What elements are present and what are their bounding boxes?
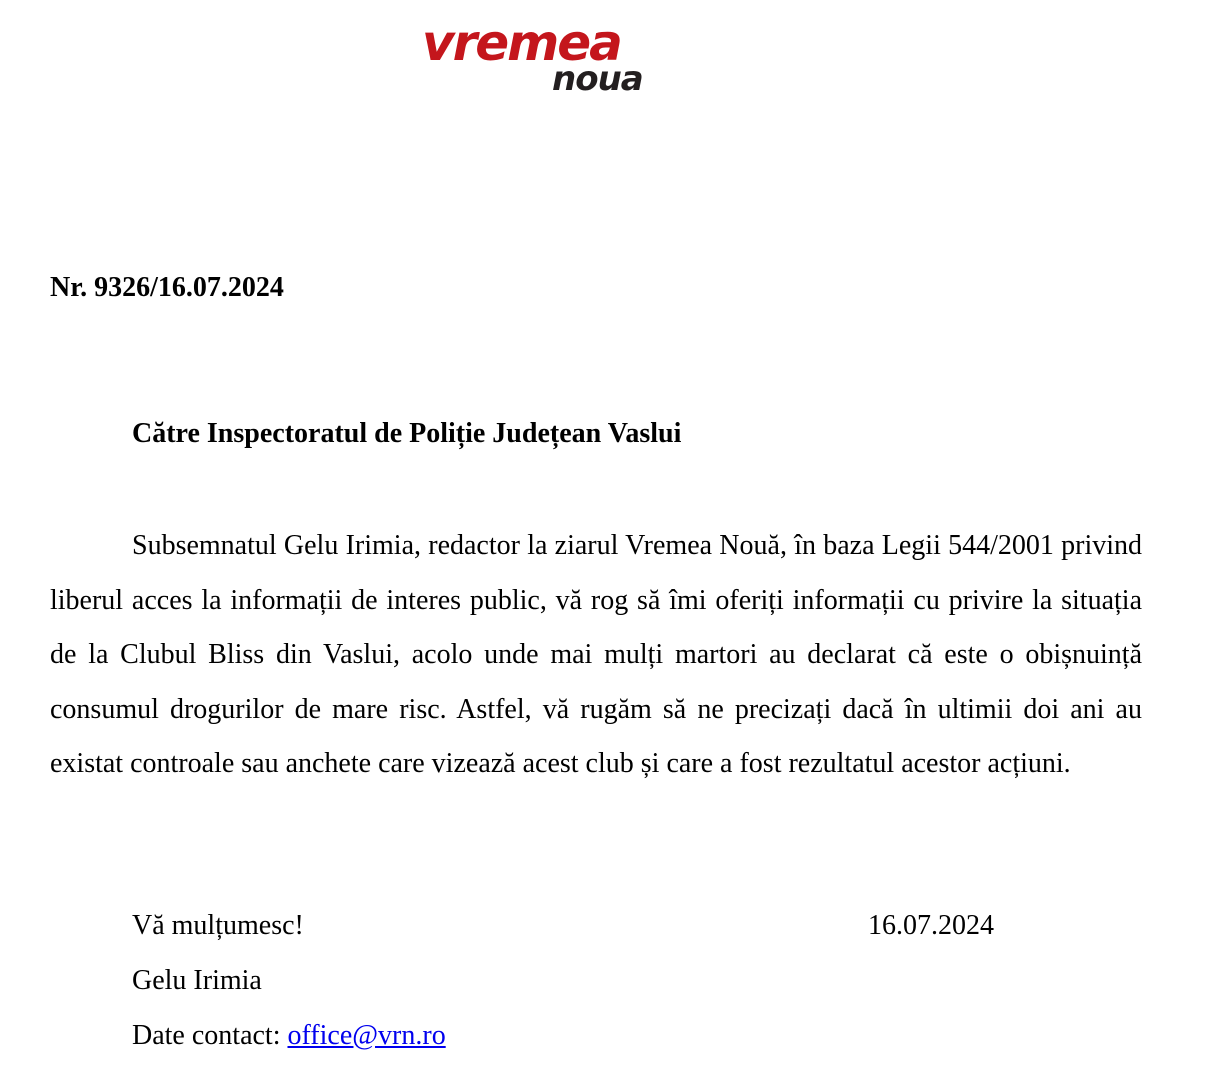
letter-date: 16.07.2024 xyxy=(868,910,994,941)
contact-label: Date contact: xyxy=(132,1020,288,1051)
closing-thanks: Vă mulțumesc! xyxy=(132,910,304,941)
signature-name: Gelu Irimia xyxy=(132,965,262,996)
contact-line xyxy=(132,1020,446,1052)
contact-email-link[interactable]: office@vrn.ro xyxy=(287,1020,446,1051)
addressee-heading: Către Inspectoratul de Poliție Județean Vaslui xyxy=(132,418,682,449)
logo-sub-text: noua xyxy=(552,59,643,99)
logo-main-text: vremea xyxy=(422,14,621,72)
newspaper-logo xyxy=(420,14,680,103)
document-number: Nr. 9326/16.07.2024 xyxy=(50,272,284,303)
request-body-paragraph: Subsemnatul Gelu Irimia, redactor la ziarul Vremea Nouă, în baza Legii 544/2001 privind liberul acces la informații de interes public, vă rog să îmi oferiți informații cu privire la situația de la Clubul Bliss din Vaslui, acolo unde mai mulți martori au declarat că este o obișnuință consumul drogurilor de mare risc. Astfel, vă rugăm să ne precizați dacă în ultimii doi ani au existat controale sau anchete care vizează acest club și care a fost rezultatul acestor acțiuni. xyxy=(50,530,1142,780)
